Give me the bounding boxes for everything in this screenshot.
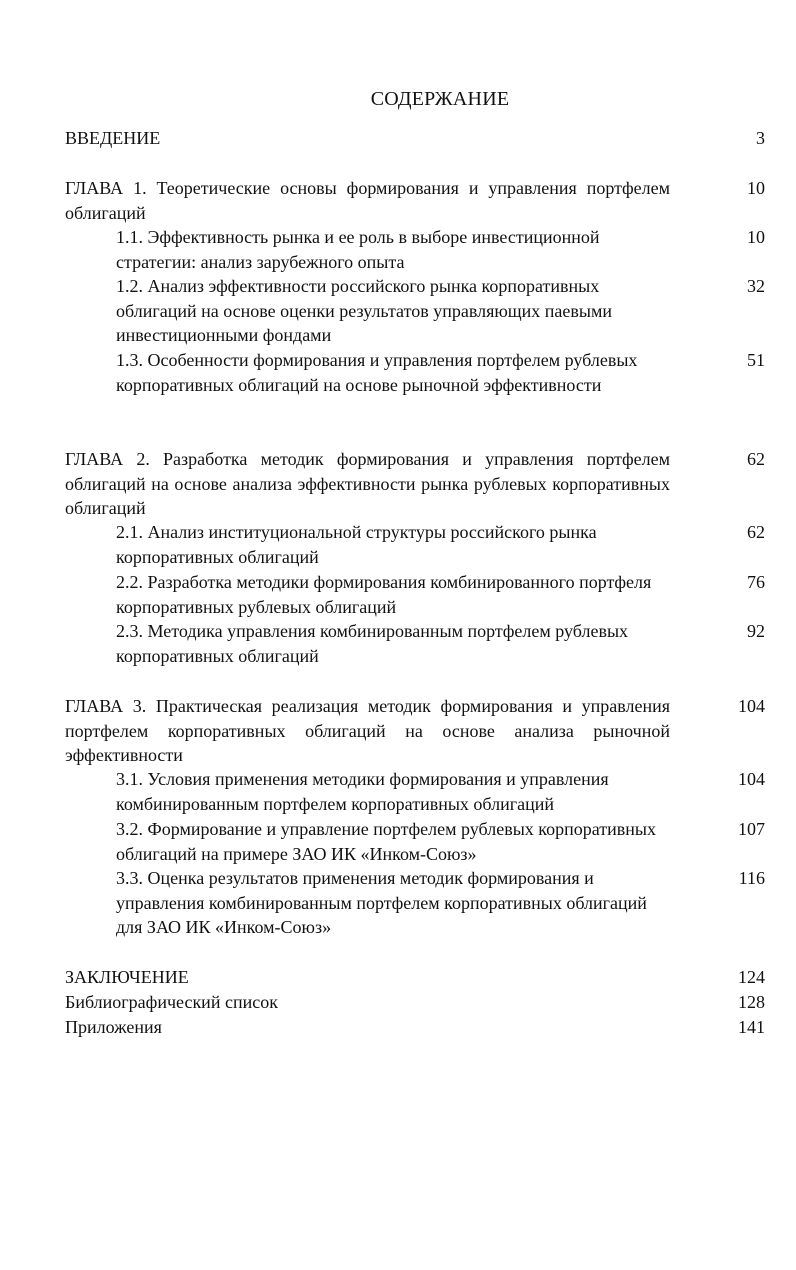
toc-entry-label: Библиографический список (65, 992, 278, 1012)
toc-section-page: 116 (738, 868, 765, 888)
toc-section-3-2 (116, 817, 765, 866)
toc-section-label: 2.3. Методика управления комбинированным портфелем рублевых корпоративных облигаций (116, 621, 629, 666)
toc-chapter-label: ГЛАВА 3. Практическая реализация методик формирования и управления портфелем корпоративных облигаций на основе анализа рыночной эффективности (65, 696, 670, 765)
page-title: СОДЕРЖАНИЕ (370, 88, 510, 110)
toc-entry-label: Приложения (65, 1017, 162, 1037)
toc-section-label: 3.2. Формирование и управление портфелем рублевых корпоративных облигаций на примере ЗАО ИК «Инком-Союз» (116, 819, 657, 864)
toc-entry-page: 128 (738, 992, 765, 1012)
toc-section-label: 3.3. Оценка результатов применения методик формирования и управления комбинированным портфелем корпоративных облигаций для ЗАО ИК «Инком-Союз» (116, 868, 647, 937)
toc-section-page: 92 (747, 621, 765, 641)
toc-entry-page: 3 (756, 128, 765, 148)
toc-section-page: 107 (738, 819, 765, 839)
toc-chapter-page: 104 (738, 696, 765, 716)
toc-entry-conclusion (65, 965, 765, 990)
toc-entry-introduction (65, 126, 765, 151)
toc-entry-label: ВВЕДЕНИЕ (65, 128, 161, 148)
toc-section-1-1 (116, 225, 765, 274)
toc-section-page: 62 (747, 522, 765, 542)
toc-section-1-3 (116, 348, 765, 397)
toc-chapter-label: ГЛАВА 2. Разработка методик формирования и управления портфелем облигаций на основе анализа эффективности рынка рублевых корпоративных облигаций (65, 449, 670, 518)
toc-chapter-1 (65, 176, 765, 225)
toc-section-1-2 (116, 274, 765, 348)
toc-section-label: 1.1. Эффективность рынка и ее роль в выборе инвестиционной стратегии: анализ зарубежного опыта (116, 227, 600, 272)
toc-chapter-2 (65, 447, 765, 521)
toc-section-label: 2.2. Разработка методики формирования комбинированного портфеля корпоративных рублевых облигаций (116, 572, 652, 617)
toc-chapter-page: 62 (747, 449, 765, 469)
toc-section-2-3 (116, 619, 765, 668)
toc-section-2-1 (116, 520, 765, 569)
toc-section-label: 2.1. Анализ институциональной структуры российского рынка корпоративных облигаций (116, 522, 597, 567)
toc-entry-appendices (65, 1015, 765, 1040)
toc-section-label: 1.3. Особенности формирования и управления портфелем рублевых корпоративных облигаций на основе рыночной эффективности (116, 350, 638, 395)
toc-section-page: 51 (747, 350, 765, 370)
toc-section-page: 10 (747, 227, 765, 247)
toc-section-3-1 (116, 767, 765, 816)
toc-section-page: 76 (747, 572, 765, 592)
toc-entry-page: 124 (738, 967, 765, 987)
toc-chapter-3 (65, 694, 765, 768)
toc-chapter-page: 10 (747, 178, 765, 198)
toc-section-label: 3.1. Условия применения методики формирования и управления комбинированным портфелем корпоративных облигаций (116, 769, 609, 814)
toc-section-2-2 (116, 570, 765, 619)
toc-section-page: 32 (747, 276, 765, 296)
toc-chapter-label: ГЛАВА 1. Теоретические основы формирования и управления портфелем облигаций (65, 178, 670, 223)
toc-section-page: 104 (738, 769, 765, 789)
toc-section-3-3 (116, 866, 765, 940)
toc-entry-page: 141 (738, 1017, 765, 1037)
toc-section-label: 1.2. Анализ эффективности российского рынка корпоративных облигаций на основе оценки результатов управляющих паевыми инвестиционными фондами (116, 276, 613, 345)
toc-entry-bibliography (65, 990, 765, 1015)
toc-entry-label: ЗАКЛЮЧЕНИЕ (65, 967, 189, 987)
